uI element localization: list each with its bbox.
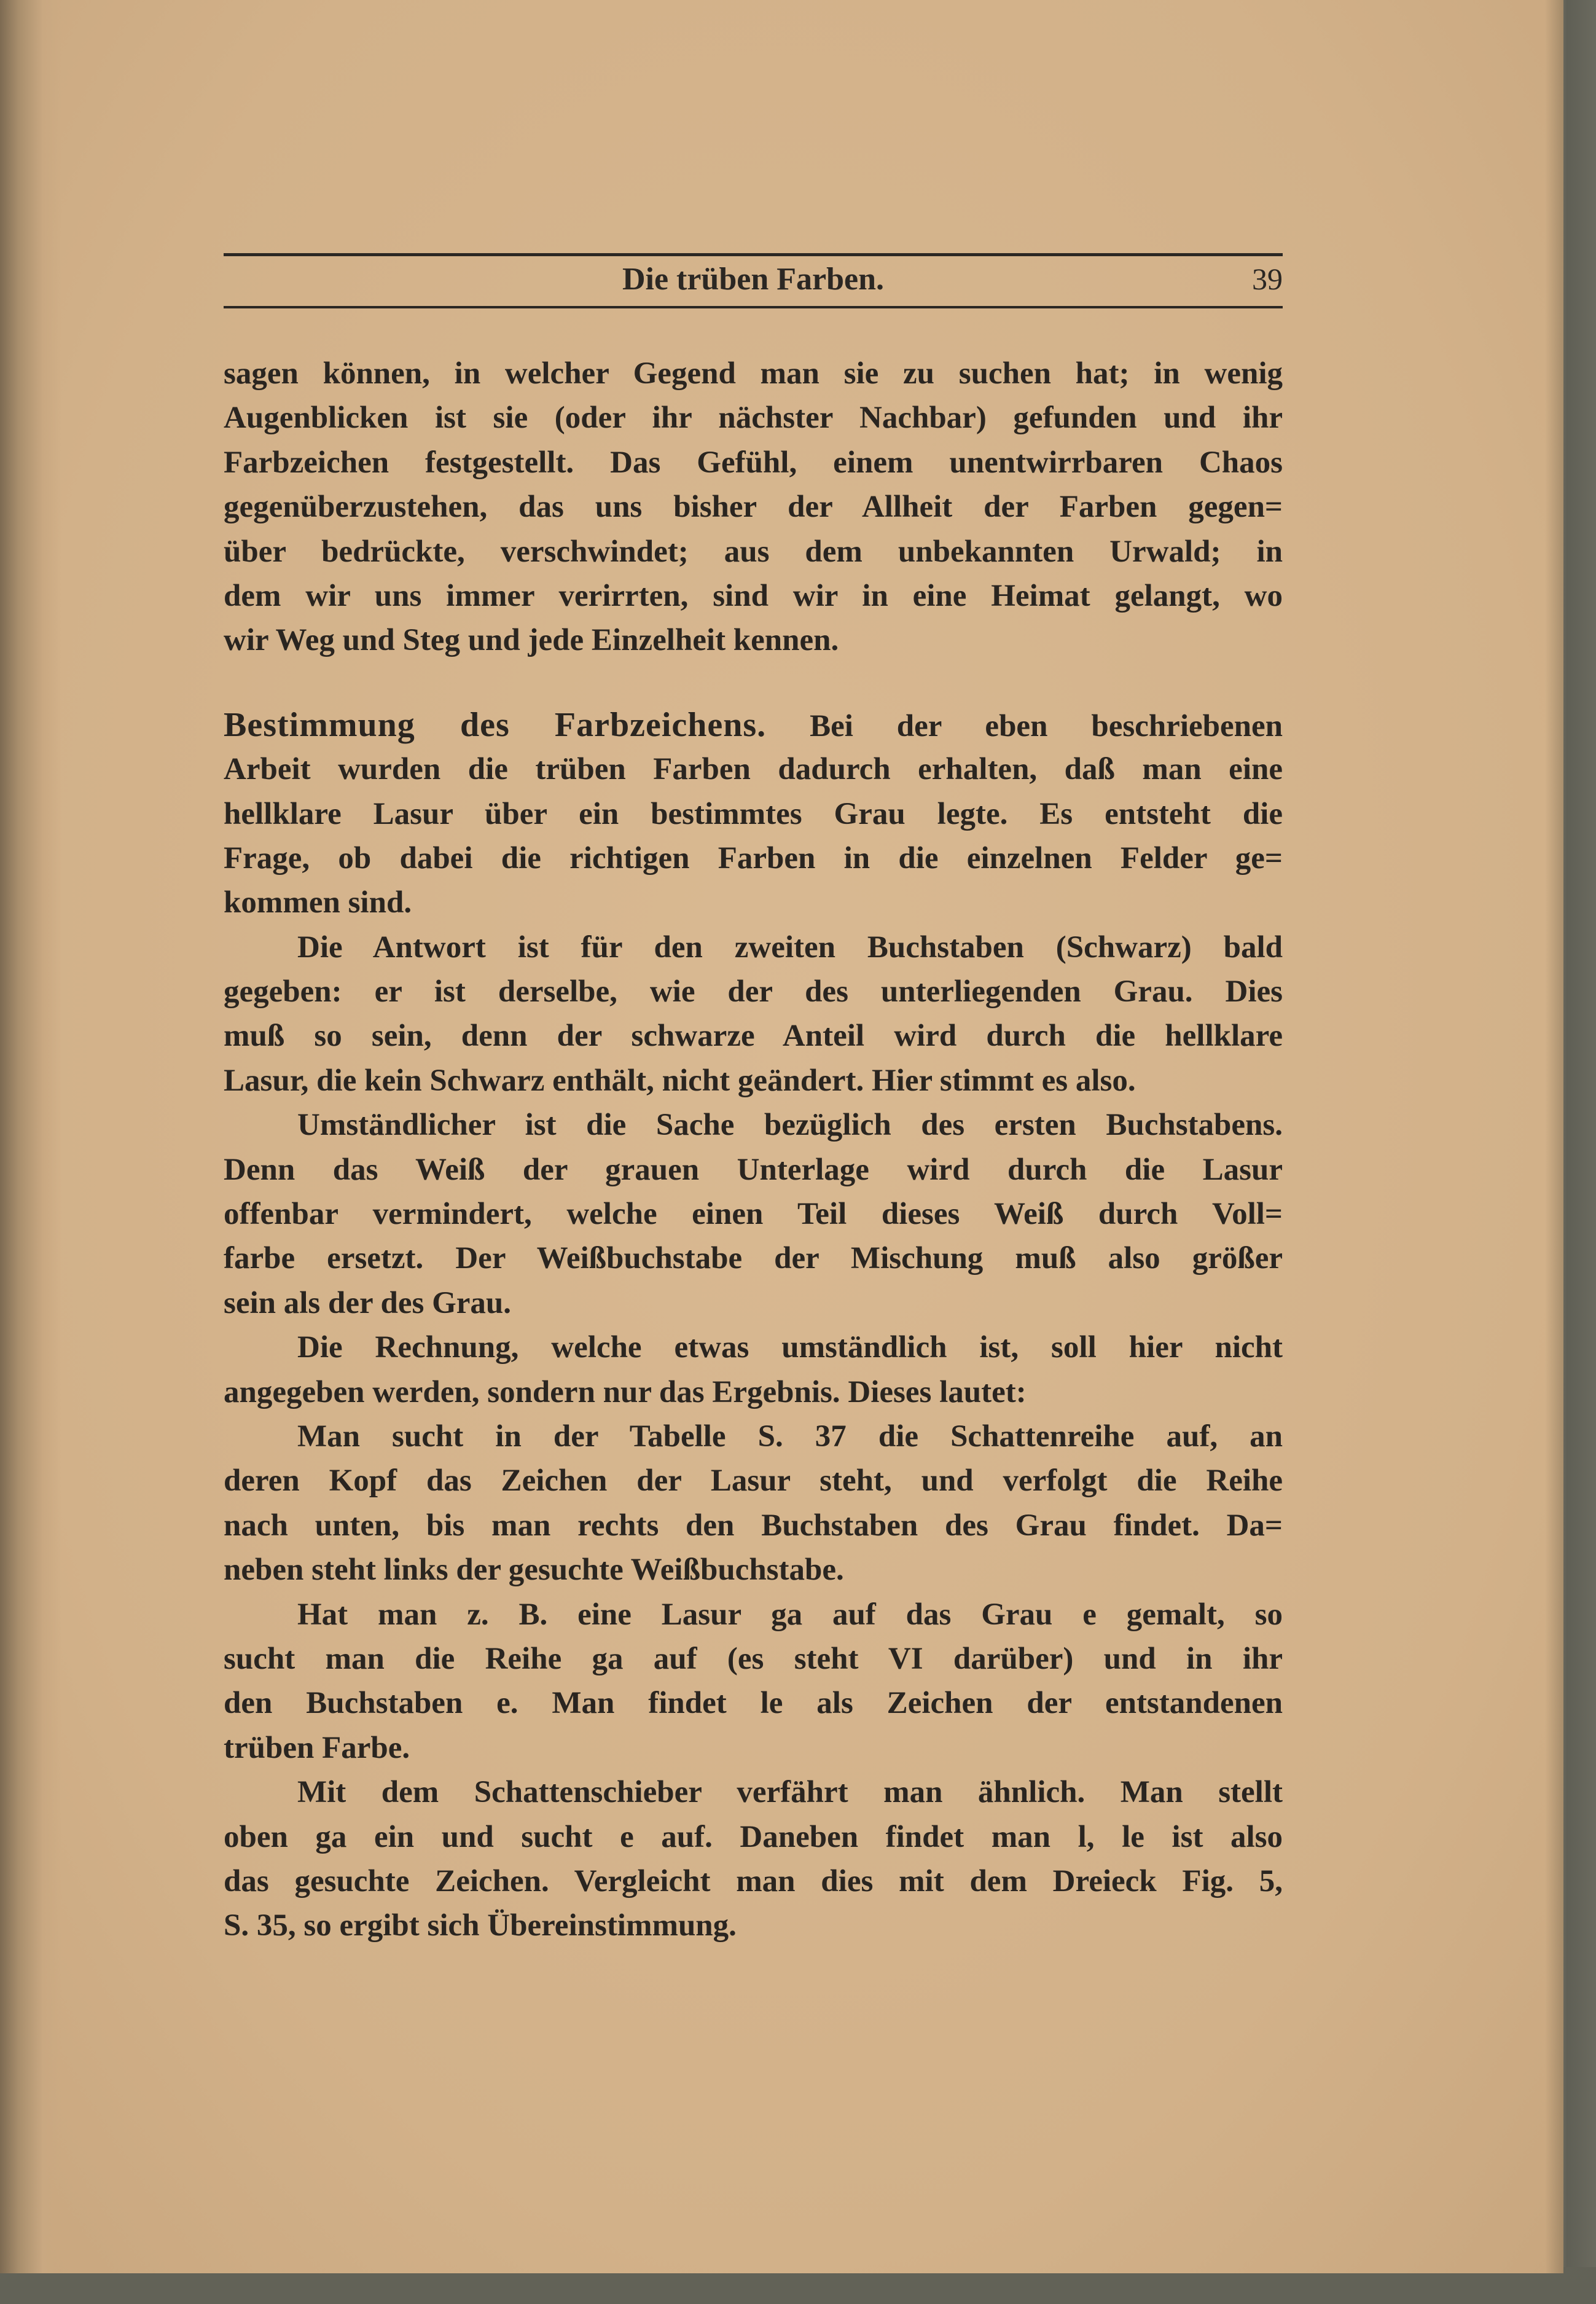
text-line — [224, 1236, 1283, 1280]
section-heading: Bestimmung des Farbzeichens. — [224, 705, 767, 744]
line-text: Bei der eben beschriebenen — [810, 708, 1283, 743]
text-line — [224, 1593, 1283, 1637]
text-line — [224, 880, 1283, 925]
line-text: kommen sind. — [224, 885, 412, 920]
paragraph — [224, 1103, 1283, 1325]
text-line — [224, 747, 1283, 791]
line-text: Denn das Weiß der grauen Unterlage wird durch die Lasur — [224, 1152, 1283, 1187]
text-line — [224, 441, 1283, 485]
line-text: dem wir uns immer verirrten, sind wir in eine Heimat gelangt, wo — [224, 578, 1283, 613]
text-line — [224, 970, 1283, 1014]
page-binding-shadow — [0, 0, 61, 2273]
paragraph — [224, 1414, 1283, 1593]
line-text: das gesuchte Zeichen. Vergleicht man dies mit dem Dreieck Fig. 5, — [224, 1863, 1283, 1898]
text-line — [224, 574, 1283, 618]
line-text: Lasur, die kein Schwarz enthält, nicht geändert. Hier stimmt es also. — [224, 1063, 1136, 1098]
line-text: sein als der des Grau. — [224, 1285, 512, 1320]
text-line — [224, 1637, 1283, 1681]
text-line — [224, 1325, 1283, 1369]
text-line — [224, 1770, 1283, 1814]
page-edge-shadow — [1545, 0, 1563, 2273]
body-text — [224, 351, 1283, 1948]
line-text: neben steht links der gesuchte Weißbuchstabe. — [224, 1553, 844, 1588]
text-line — [224, 1103, 1283, 1147]
header-rule-top — [224, 253, 1283, 256]
line-text: Frage, ob dabei die richtigen Farben in die einzelnen Felder ge= — [224, 840, 1283, 876]
line-text: nach unten, bis man rechts den Buchstaben des Grau findet. Da= — [224, 1508, 1283, 1543]
text-line — [224, 1059, 1283, 1103]
text-line — [224, 618, 1283, 662]
line-text: Mit dem Schattenschieber verfährt man ähnlich. Man stellt — [297, 1775, 1283, 1810]
text-line — [224, 530, 1283, 574]
section-paragraph — [224, 703, 1283, 925]
line-text: über bedrückte, verschwindet; aus dem unbekannten Urwald; in — [224, 534, 1283, 569]
line-text: Hat man z. B. eine Lasur ga auf das Grau e gemalt, so — [297, 1597, 1283, 1632]
paragraph — [224, 1770, 1283, 1948]
text-line — [224, 703, 1283, 747]
text-line — [224, 351, 1283, 396]
text-line — [224, 1503, 1283, 1548]
line-text: wir Weg und Steg und jede Einzelheit kennen. — [224, 623, 839, 658]
text-line — [224, 1414, 1283, 1459]
line-text: den Buchstaben e. Man findet le als Zeichen der entstandenen — [224, 1686, 1283, 1721]
text-line — [224, 1548, 1283, 1592]
paragraph — [224, 925, 1283, 1103]
text-line — [224, 485, 1283, 529]
line-text: muß so sein, denn der schwarze Anteil wird durch die hellklare — [224, 1019, 1283, 1054]
text-line — [224, 1459, 1283, 1503]
line-text: gegeben: er ist derselbe, wie der des unterliegenden Grau. Dies — [224, 974, 1283, 1009]
line-text: sagen können, in welcher Gegend man sie zu suchen hat; in wenig — [224, 356, 1283, 391]
text-line — [224, 1281, 1283, 1325]
line-text: gegenüberzustehen, das uns bisher der Allheit der Farben gegen= — [224, 490, 1283, 525]
text-line — [224, 836, 1283, 880]
text-line — [224, 1903, 1283, 1948]
text-line — [224, 1370, 1283, 1414]
line-text: Die Antwort ist für den zweiten Buchstaben (Schwarz) bald — [297, 930, 1283, 965]
line-text: Augenblicken ist sie (oder ihr nächster Nachbar) gefunden und ihr — [224, 401, 1283, 436]
paragraph — [224, 1325, 1283, 1414]
line-text: Arbeit wurden die trüben Farben dadurch erhalten, daß man eine — [224, 752, 1283, 787]
running-header-title: Die trüben Farben. — [622, 262, 885, 297]
text-line — [224, 1014, 1283, 1058]
paragraph — [224, 351, 1283, 663]
line-text: offenbar vermindert, welche einen Teil dieses Weiß durch Voll= — [224, 1197, 1283, 1232]
section-gap — [224, 663, 1283, 703]
text-line — [224, 1681, 1283, 1725]
text-line — [224, 1726, 1283, 1770]
line-text: sucht man die Reihe ga auf (es steht VI darüber) und in ihr — [224, 1641, 1283, 1676]
text-line — [224, 396, 1283, 440]
line-text: deren Kopf das Zeichen der Lasur steht, und verfolgt die Reihe — [224, 1464, 1283, 1499]
line-text: oben ga ein und sucht e auf. Daneben findet man l, le ist also — [224, 1819, 1283, 1854]
text-line — [224, 1815, 1283, 1859]
line-text: farbe ersetzt. Der Weißbuchstabe der Mischung muß also größer — [224, 1241, 1283, 1276]
text-line — [224, 1192, 1283, 1236]
line-text: Farbzeichen festgestellt. Das Gefühl, einem unentwirrbaren Chaos — [224, 445, 1283, 480]
line-text: Die Rechnung, welche etwas umständlich ist, soll hier nicht — [297, 1330, 1283, 1365]
page-number: 39 — [1252, 262, 1283, 296]
line-text: angegeben werden, sondern nur das Ergebnis. Dieses lautet: — [224, 1374, 1027, 1409]
header-rule-bottom — [224, 306, 1283, 308]
text-line — [224, 1148, 1283, 1192]
text-line — [224, 925, 1283, 970]
line-text: trüben Farbe. — [224, 1730, 410, 1765]
paragraph — [224, 1593, 1283, 1771]
line-text: hellklare Lasur über ein bestimmtes Grau legte. Es entsteht die — [224, 796, 1283, 831]
line-text: Man sucht in der Tabelle S. 37 die Schattenreihe auf, an — [297, 1419, 1283, 1454]
line-text: Umständlicher ist die Sache bezüglich des ersten Buchstabens. — [297, 1108, 1283, 1143]
line-text: S. 35, so ergibt sich Übereinstimmung. — [224, 1908, 737, 1943]
text-line — [224, 1859, 1283, 1903]
text-line — [224, 792, 1283, 836]
